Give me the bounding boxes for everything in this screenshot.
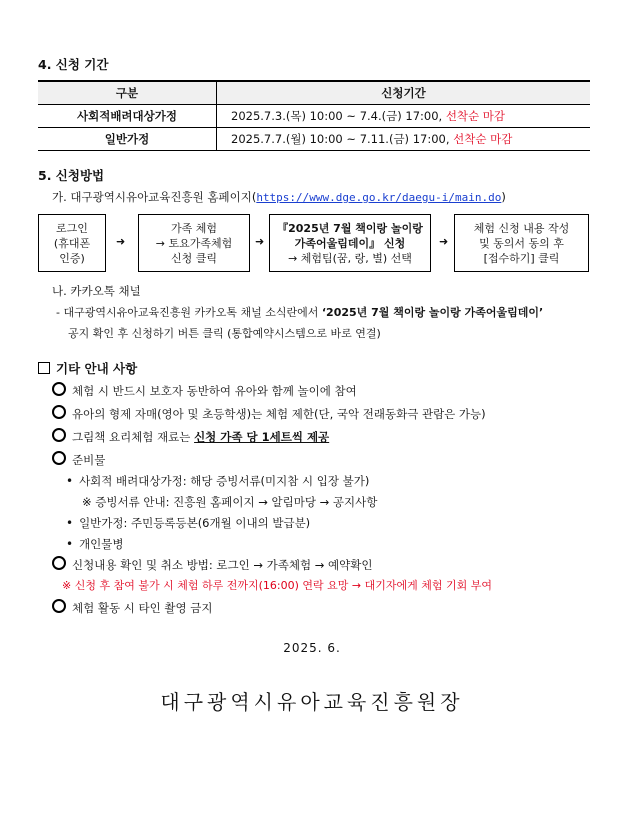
- method-ga: 가. 대구광역시유아교육진흥원 홈페이지(https://www.dge.go.kr/daegu-i/main.do): [52, 190, 506, 204]
- kakao-line1: - 대구광역시유아교육진흥원 카카오톡 채널 소식란에서 ‘2025년 7월 책이랑 놀이랑 가족어울림데이’: [56, 306, 544, 319]
- circle-bullet-icon: [52, 451, 66, 465]
- homepage-link[interactable]: https://www.dge.go.kr/daegu-i/main.do: [256, 191, 502, 204]
- circle-bullet-icon: [52, 428, 66, 442]
- header-period: 신청기간: [217, 81, 591, 105]
- other-title: 기타 안내 사항: [38, 359, 137, 377]
- notice-item: 유아의 형제 자매(영아 및 초등학생)는 체험 제한(단, 국악 전래동화극 관람은 가능): [52, 405, 486, 422]
- notice-item: 준비물: [52, 451, 105, 468]
- supplies-note: ※ 증빙서류 안내: 진흥원 홈페이지 → 알림마당 → 공지사항: [82, 495, 378, 509]
- notice-item: 그림책 요리체험 재료는 신청 가족 당 1세트씩 제공: [52, 428, 329, 445]
- issuer-signature: 대구광역시유아교육진흥원장: [160, 690, 464, 714]
- table-header-row: [38, 81, 590, 105]
- row-period: 2025.7.7.(월) 10:00 ~ 7.11.(금) 17:00, 선착순 마감: [217, 128, 591, 151]
- supplies-item: • 개인물병: [66, 537, 124, 551]
- cancel-warning: ※ 신청 후 참여 불가 시 체험 하루 전까지(16:00) 연락 요망 → 대기자에게 체험 기회 부여: [62, 579, 492, 592]
- flow-step-submit: 체험 신청 내용 작성 및 동의서 동의 후 [접수하기] 클릭: [454, 214, 589, 272]
- row-category: 사회적배려대상가정: [77, 109, 177, 123]
- arrow-right-icon: ➜: [255, 235, 265, 248]
- method-na: 나. 카카오톡 채널: [52, 284, 141, 298]
- bullet-dot-icon: •: [66, 474, 74, 488]
- circle-bullet-icon: [52, 405, 66, 419]
- row-period: 2025.7.3.(목) 10:00 ~ 7.4.(금) 17:00, 선착순 마감: [217, 105, 591, 128]
- flow-step-event-select: 『2025년 7월 책이랑 놀이랑 가족어울림데이』 신청 → 체험팀(꿈, 랑, 별) 선택: [269, 214, 431, 272]
- arrow-right-icon: ➜: [116, 235, 126, 248]
- table-row: [38, 128, 590, 151]
- application-period-table: [38, 80, 590, 151]
- arrow-right-icon: ➜: [439, 235, 449, 248]
- notice-item: 체험 시 반드시 보호자 동반하여 유아와 함께 놀이에 참여: [52, 382, 357, 399]
- flow-step-family-experience: 가족 체험 → 토요가족체험 신청 클릭: [138, 214, 250, 272]
- section5-title: 5. 신청방법: [38, 168, 105, 183]
- row-category: 일반가정: [104, 132, 150, 146]
- notice-item: 신청내용 확인 및 취소 방법: 로그인 → 가족체험 → 예약확인: [52, 556, 372, 573]
- notice-item: 체험 활동 시 타인 촬영 금지: [52, 599, 212, 616]
- section4-title: 4. 신청 기간: [38, 57, 109, 72]
- circle-bullet-icon: [52, 382, 66, 396]
- bullet-dot-icon: •: [66, 537, 74, 551]
- circle-bullet-icon: [52, 556, 66, 570]
- supplies-item: • 사회적 배려대상가정: 해당 증빙서류(미지참 시 입장 불가): [66, 474, 370, 488]
- checkbox-square-icon: [38, 362, 50, 374]
- table-row: [38, 105, 590, 128]
- header-category: 구분: [38, 81, 217, 105]
- flow-step-login: 로그인 (휴대폰 인증): [38, 214, 106, 272]
- kakao-line2: 공지 확인 후 신청하기 버튼 클릭 (통합예약시스템으로 바로 연결): [68, 327, 381, 340]
- bullet-dot-icon: •: [66, 516, 74, 530]
- first-come-note: 선착순 마감: [453, 132, 513, 146]
- first-come-note: 선착순 마감: [445, 109, 506, 123]
- document-date: 2025. 6.: [283, 641, 341, 655]
- supplies-item: • 일반가정: 주민등록등본(6개월 이내의 발급분): [66, 516, 311, 530]
- circle-bullet-icon: [52, 599, 66, 613]
